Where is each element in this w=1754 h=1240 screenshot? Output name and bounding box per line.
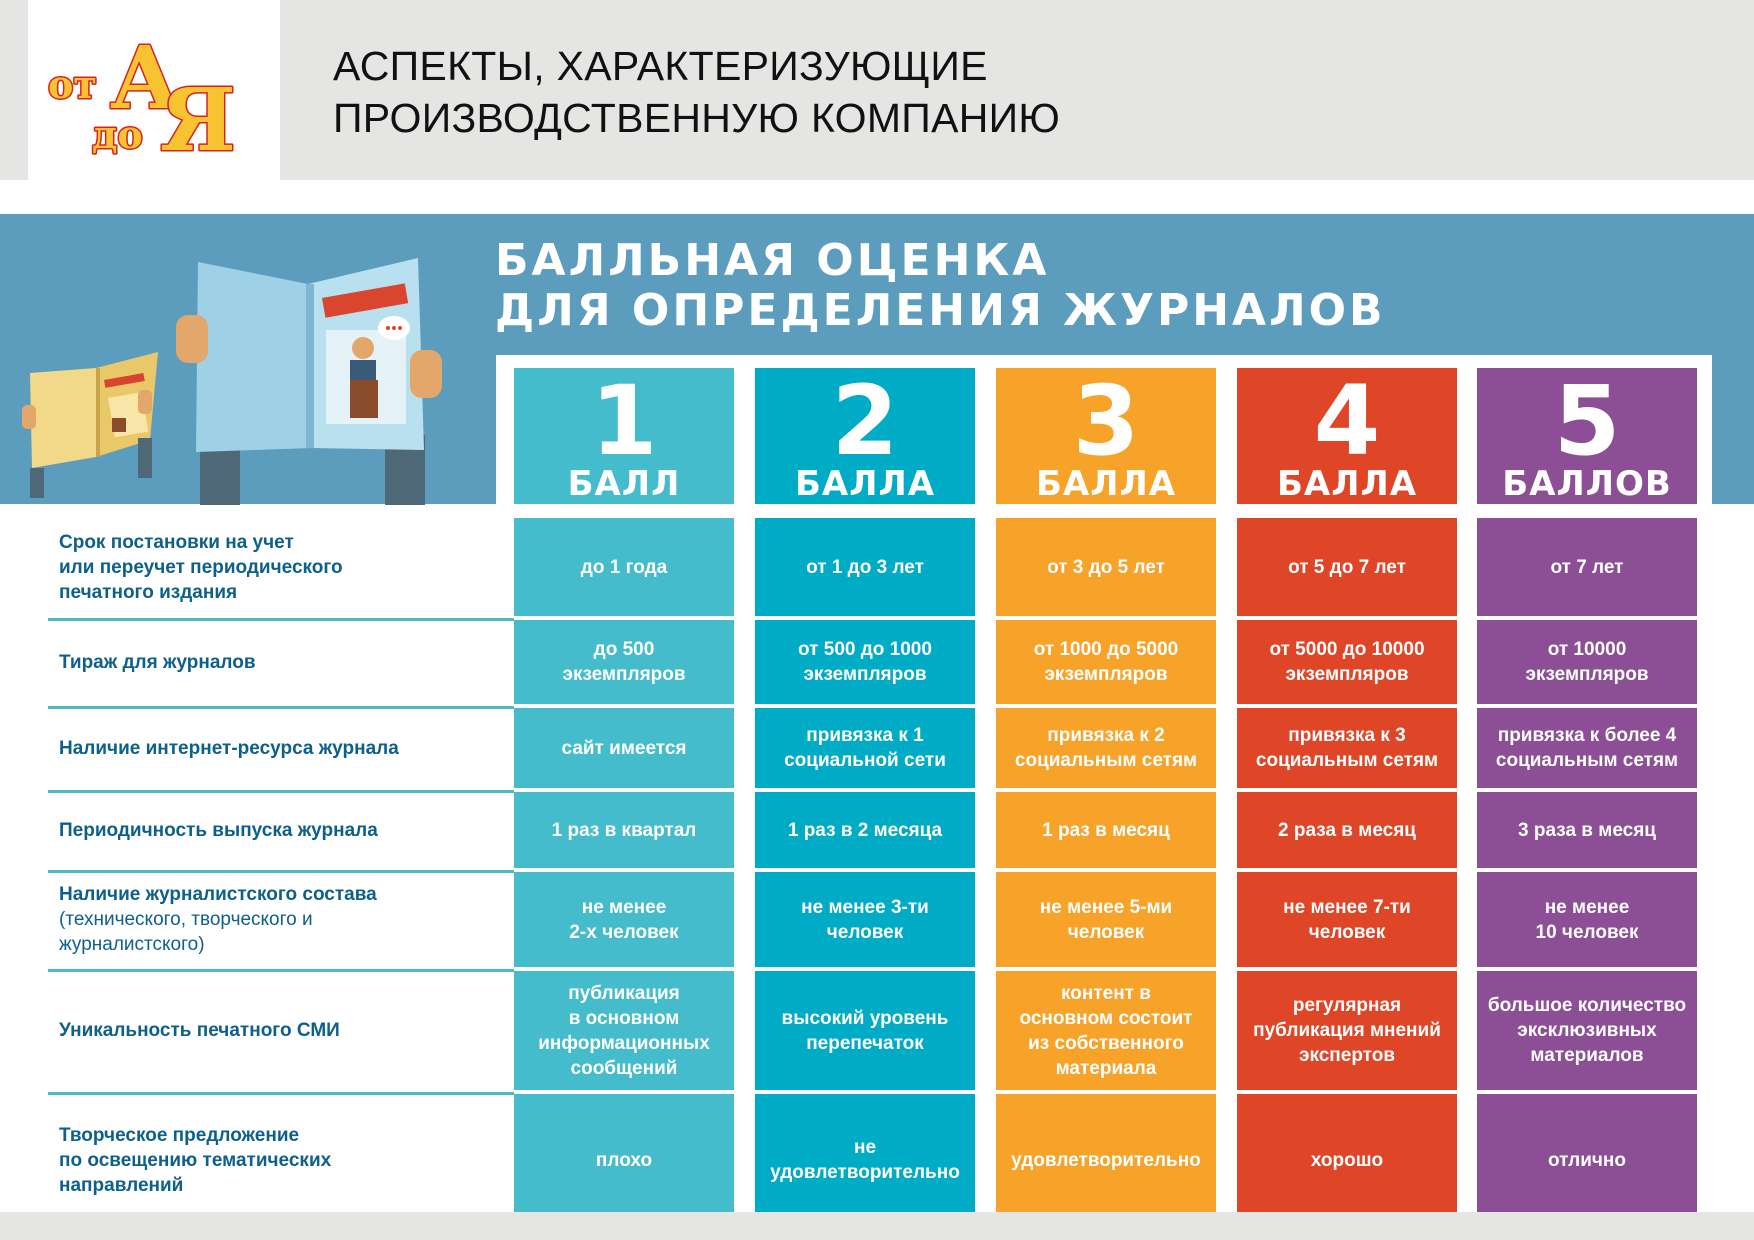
criterion-label-line: Наличие журналистского состава — [59, 884, 377, 905]
criterion-label-subline: (технического, творческого и — [59, 909, 313, 930]
score-number: 5 — [1553, 365, 1621, 477]
score-cell-line: экземпляров — [1044, 664, 1168, 685]
score-cell-text — [1020, 981, 1193, 1081]
score-cell-r7-c3 — [996, 1094, 1216, 1226]
score-cell-text — [1536, 895, 1639, 945]
score-word: БАЛЛА — [1276, 464, 1418, 504]
score-cell-line: из собственного — [1028, 1032, 1184, 1054]
score-cell-r1-c5 — [1477, 518, 1697, 616]
score-cell-r4-c4 — [1237, 792, 1457, 868]
score-cell-line: человек — [1308, 921, 1386, 943]
criterion-label-subline: журналистского) — [59, 934, 205, 955]
score-word: БАЛЛОВ — [1502, 464, 1672, 504]
score-cell-line: материалов — [1530, 1045, 1644, 1066]
score-cell-r1-c1 — [514, 518, 734, 616]
logo-big-letter-a: А — [110, 30, 181, 129]
score-cell-text — [1015, 723, 1197, 773]
score-cell-r3-c4 — [1237, 708, 1457, 788]
score-cell-text — [1011, 1148, 1201, 1173]
score-cell-line: от 1000 до 5000 — [1033, 639, 1179, 660]
large-magazine-icon — [176, 258, 442, 505]
score-cell-line: до 1 года — [580, 556, 668, 578]
score-cell-line: отлично — [1547, 1149, 1627, 1171]
criterion-label-4 — [59, 792, 504, 868]
score-cell-line: хорошо — [1310, 1149, 1384, 1171]
score-cell-r6-c5 — [1477, 971, 1697, 1090]
score-cell-r4-c3 — [996, 792, 1216, 868]
score-cell-line: сообщений — [570, 1057, 678, 1079]
score-cell-line: привязка к 3 — [1288, 725, 1406, 746]
score-cell-line: не менее 5-ми — [1039, 896, 1173, 918]
score-cell-text — [1488, 993, 1686, 1068]
score-number: 3 — [1072, 365, 1140, 477]
score-column-header-5 — [1477, 365, 1697, 504]
score-cell-r4-c2 — [755, 792, 975, 868]
score-cell-r2-c1 — [514, 620, 734, 704]
score-cell-text — [596, 1148, 652, 1173]
score-cell-r5-c1 — [514, 872, 734, 967]
criterion-label-3 — [59, 708, 504, 788]
criterion-label-7 — [59, 1094, 504, 1226]
score-cell-line: не менее — [581, 896, 667, 918]
score-cell-text — [806, 555, 924, 580]
score-column-header-3 — [996, 365, 1216, 504]
score-cell-line: экземпляров — [1285, 664, 1409, 685]
score-cell-r5-c4 — [1237, 872, 1457, 967]
logo-top-word: от — [48, 62, 97, 107]
score-cell-line: социальным сетям — [1255, 750, 1439, 771]
score-cell-r2-c5 — [1477, 620, 1697, 704]
criterion-label-5 — [59, 872, 504, 967]
score-cell-line: до 500 — [593, 639, 655, 660]
score-cell-r7-c1 — [514, 1094, 734, 1226]
score-cell-line: от 7 лет — [1550, 556, 1624, 578]
score-cell-line: от 3 до 5 лет — [1047, 556, 1165, 578]
score-cell-line: сайт имеется — [561, 737, 687, 759]
score-cell-text — [1256, 723, 1438, 773]
score-cell-text — [562, 637, 685, 687]
score-cell-text — [538, 981, 710, 1081]
score-cell-line: регулярная — [1292, 995, 1402, 1016]
score-cell-line: 2 раза в месяц — [1278, 819, 1416, 841]
score-cell-r1-c3 — [996, 518, 1216, 616]
score-cell-line: эксклюзивных — [1517, 1020, 1657, 1041]
score-number: 2 — [831, 365, 899, 477]
score-column-header-4 — [1237, 365, 1457, 504]
score-cell-r5-c5 — [1477, 872, 1697, 967]
score-cell-line: публикация мнений — [1253, 1020, 1441, 1041]
score-cell-line: не менее 7-ти — [1283, 896, 1411, 918]
score-cell-line: 3 раза в месяц — [1518, 819, 1656, 841]
score-cell-line: не менее — [1544, 896, 1630, 918]
score-cell-text — [1034, 637, 1178, 687]
criterion-label-line: направлений — [59, 1174, 184, 1196]
score-cell-r2-c3 — [996, 620, 1216, 704]
score-cell-line: экспертов — [1298, 1045, 1396, 1066]
score-cell-line: социальным сетям — [1014, 750, 1198, 771]
criterion-label-line: или переучет периодического — [59, 556, 343, 578]
score-cell-text — [1496, 723, 1678, 773]
score-number: 1 — [590, 365, 658, 477]
score-cell-r2-c2 — [755, 620, 975, 704]
score-cell-r3-c1 — [514, 708, 734, 788]
score-cell-line: привязка к 1 — [806, 725, 924, 746]
score-cell-r4-c1 — [514, 792, 734, 868]
score-cell-r2-c4 — [1237, 620, 1457, 704]
score-cell-line: основном состоит — [1019, 1007, 1193, 1029]
score-cell-text — [770, 1135, 960, 1185]
score-cell-text — [1253, 993, 1441, 1068]
criterion-label-line: Периодичность выпуска журнала — [59, 819, 378, 841]
magazine-illustration — [0, 240, 495, 505]
criterion-label-line: печатного издания — [59, 581, 238, 603]
banner-title — [495, 236, 1386, 336]
criterion-label-line: Срок постановки на учет — [59, 531, 294, 553]
logo-bottom-word: до — [92, 112, 143, 157]
score-cell-line: 10 человек — [1535, 921, 1639, 943]
score-cell-line: информационных — [538, 1032, 710, 1054]
score-cell-line: социальной сети — [784, 750, 946, 771]
small-magazine-icon — [22, 352, 158, 498]
score-cell-text — [569, 895, 678, 945]
score-cell-line: большое количество — [1487, 995, 1687, 1016]
score-word: БАЛЛ — [567, 464, 681, 504]
score-cell-r1-c2 — [755, 518, 975, 616]
score-cell-text — [1550, 555, 1623, 580]
score-number: 4 — [1313, 365, 1381, 477]
criterion-label-line: по освещению тематических — [59, 1149, 332, 1171]
criterion-label-line: Наличие интернет-ресурса журнала — [59, 737, 399, 759]
score-cell-line: 1 раз в 2 месяца — [787, 819, 943, 841]
score-cell-line: 1 раз в месяц — [1042, 819, 1170, 841]
score-cell-line: публикация — [568, 982, 680, 1004]
criterion-label-6 — [59, 971, 504, 1090]
score-cell-r6-c1 — [514, 971, 734, 1090]
score-cell-text — [1278, 818, 1416, 843]
score-cell-text — [581, 555, 667, 580]
score-word: БАЛЛА — [794, 464, 936, 504]
score-cell-line: материала — [1055, 1057, 1157, 1079]
footer-band — [0, 1212, 1754, 1240]
score-cell-line: от 5 до 7 лет — [1288, 556, 1406, 578]
criterion-label-1 — [59, 518, 504, 616]
criterion-label-line: Творческое предложение — [59, 1124, 300, 1146]
score-cell-line: удовлетворительно — [770, 1162, 960, 1183]
score-cell-r7-c2 — [755, 1094, 975, 1226]
score-column-header-1 — [514, 365, 734, 504]
score-cell-text — [1548, 1148, 1626, 1173]
score-cell-text — [1283, 895, 1411, 945]
score-cell-text — [1040, 895, 1172, 945]
banner-title-line-2: ДЛЯ ОПРЕДЕЛЕНИЯ ЖУРНАЛОВ — [495, 285, 1386, 336]
score-cell-text — [788, 818, 942, 843]
score-word: БАЛЛА — [1035, 464, 1177, 504]
score-cell-line: человек — [1067, 921, 1145, 943]
score-cell-text — [1042, 818, 1170, 843]
score-cell-text — [784, 723, 946, 773]
score-cell-line: в основном — [568, 1007, 680, 1029]
score-cell-line: не — [853, 1137, 877, 1158]
score-cell-r3-c2 — [755, 708, 975, 788]
score-cell-text — [552, 818, 697, 843]
score-cell-r1-c4 — [1237, 518, 1457, 616]
score-cell-line: контент в — [1061, 982, 1151, 1004]
score-cell-line: от 5000 до 10000 — [1269, 639, 1425, 660]
score-cell-r6-c4 — [1237, 971, 1457, 1090]
score-cell-line: перепечаток — [806, 1032, 924, 1054]
score-cell-text — [782, 1006, 949, 1056]
score-cell-line: плохо — [595, 1149, 653, 1171]
page-title-line-2: ПРОИЗВОДСТВЕННУЮ КОМПАНИЮ — [333, 95, 1061, 141]
score-cell-r4-c5 — [1477, 792, 1697, 868]
score-cell-line: экземпляров — [803, 664, 927, 685]
score-cell-line: удовлетворительно — [1011, 1149, 1201, 1171]
score-column-header-2 — [755, 365, 975, 504]
score-cell-line: 1 раз в квартал — [551, 819, 697, 841]
score-cell-line: привязка к 2 — [1047, 725, 1165, 746]
score-cell-line: человек — [826, 921, 904, 943]
score-cell-text — [1288, 555, 1406, 580]
score-cell-text — [798, 637, 932, 687]
score-cell-text — [1518, 818, 1656, 843]
score-cell-line: экземпляров — [1525, 664, 1649, 685]
score-cell-line: высокий уровень — [781, 1007, 949, 1029]
criterion-label-line: Уникальность печатного СМИ — [59, 1020, 340, 1041]
score-cell-text — [562, 736, 687, 761]
score-cell-line: 2-х человек — [569, 921, 679, 943]
logo — [48, 30, 253, 160]
score-cell-r6-c2 — [755, 971, 975, 1090]
score-cell-text — [1311, 1148, 1383, 1173]
score-cell-line: от 1 до 3 лет — [806, 556, 924, 578]
score-cell-r7-c4 — [1237, 1094, 1457, 1226]
score-cell-text — [801, 895, 929, 945]
score-cell-r3-c5 — [1477, 708, 1697, 788]
page-title — [333, 40, 1060, 144]
criterion-label-2 — [59, 620, 504, 704]
score-cell-line: экземпляров — [562, 664, 686, 685]
logo-big-letter-ya: Я — [160, 70, 236, 160]
score-cell-text — [1525, 637, 1648, 687]
page-title-line-1: АСПЕКТЫ, ХАРАКТЕРИЗУЮЩИЕ — [333, 43, 988, 89]
score-cell-r7-c5 — [1477, 1094, 1697, 1226]
score-cell-line: не менее 3-ти — [801, 896, 929, 918]
score-cell-r6-c3 — [996, 971, 1216, 1090]
banner-title-line-1: БАЛЛЬНАЯ ОЦЕНКА — [495, 235, 1050, 286]
score-cell-r5-c2 — [755, 872, 975, 967]
score-cell-text — [1047, 555, 1165, 580]
score-cell-line: от 500 до 1000 — [798, 639, 932, 660]
score-cell-r3-c3 — [996, 708, 1216, 788]
score-cell-r5-c3 — [996, 872, 1216, 967]
criterion-label-line: Тираж для журналов — [59, 651, 256, 673]
score-cell-line: социальным сетям — [1495, 750, 1679, 771]
score-cell-line: привязка к более 4 — [1497, 725, 1677, 746]
score-cell-text — [1269, 637, 1424, 687]
score-cell-line: от 10000 — [1547, 639, 1627, 660]
